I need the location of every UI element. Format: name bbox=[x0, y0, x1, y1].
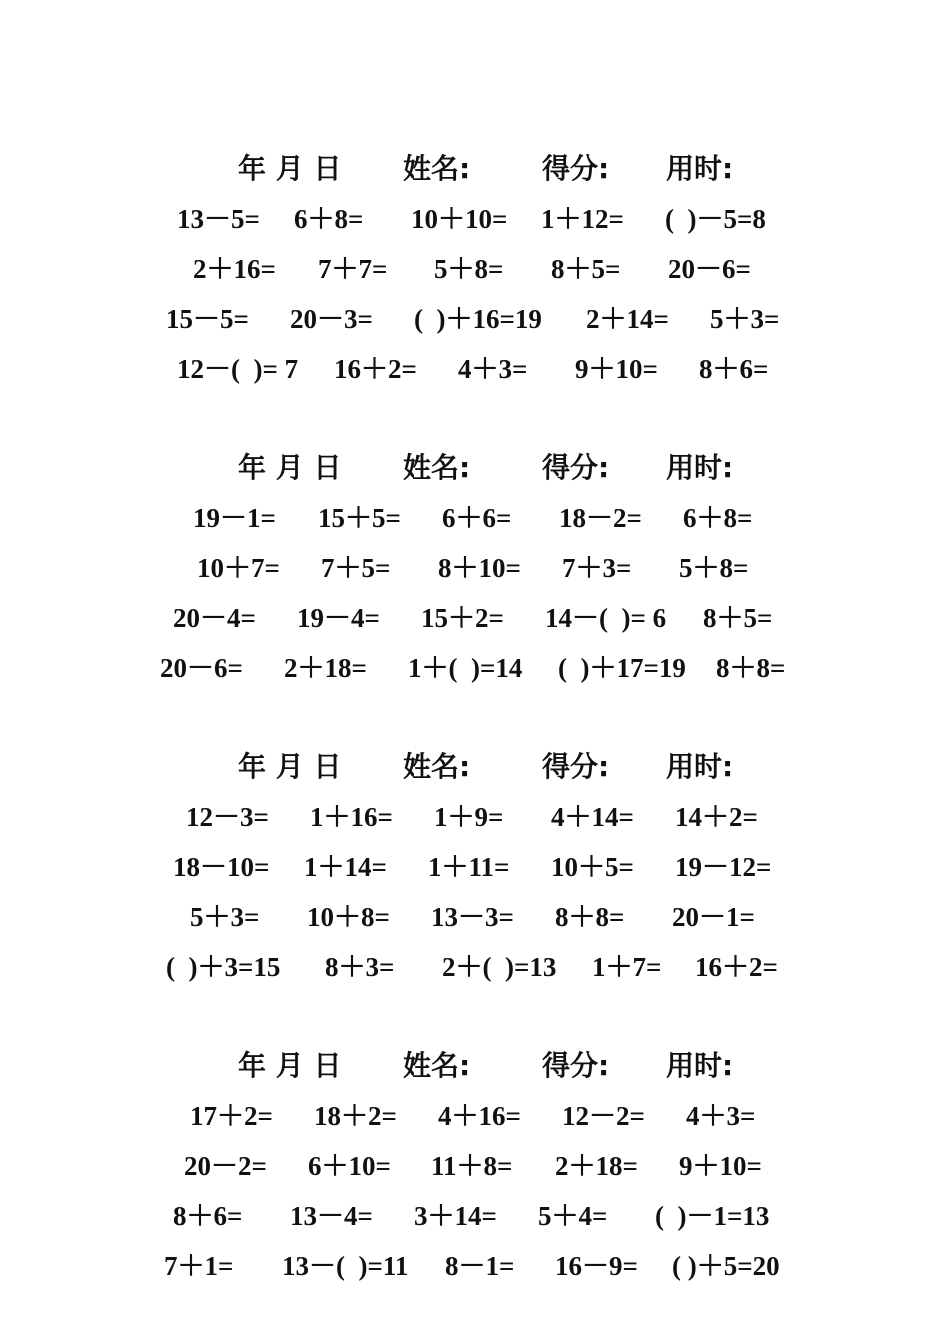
problem: 2＋16= bbox=[193, 254, 276, 284]
date-label: 年 月 日 bbox=[238, 451, 342, 484]
problem: 6＋10= bbox=[308, 1151, 391, 1181]
problem: ( )－1=13 bbox=[655, 1201, 770, 1231]
problem: 5＋3= bbox=[710, 304, 780, 334]
worksheet-header bbox=[0, 742, 950, 792]
score-label: 得分: bbox=[542, 152, 610, 185]
problem: 19－1= bbox=[193, 503, 276, 533]
problem: 5＋4= bbox=[538, 1201, 608, 1231]
problem-row bbox=[0, 792, 950, 842]
problem: 8＋6= bbox=[699, 354, 769, 384]
problem: 8＋10= bbox=[438, 553, 521, 583]
worksheet-2 bbox=[0, 443, 950, 693]
problem: 5＋8= bbox=[679, 553, 749, 583]
problem: 2＋( )=13 bbox=[442, 952, 557, 982]
problem: 2＋18= bbox=[284, 653, 367, 683]
problem: 10＋8= bbox=[307, 902, 390, 932]
date-label: 年 月 日 bbox=[238, 1049, 342, 1082]
problem: 8＋3= bbox=[325, 952, 395, 982]
problem: 7＋1= bbox=[164, 1251, 234, 1281]
problem: 7＋3= bbox=[562, 553, 632, 583]
worksheet-header bbox=[0, 1041, 950, 1091]
problem: 8＋6= bbox=[173, 1201, 243, 1231]
problem: 7＋7= bbox=[318, 254, 388, 284]
time-label: 用时: bbox=[666, 451, 734, 484]
date-label: 年 月 日 bbox=[238, 750, 342, 783]
problem: 1＋( )=14 bbox=[408, 653, 523, 683]
problem: 11＋8= bbox=[431, 1151, 513, 1181]
problem: 10＋10= bbox=[411, 204, 508, 234]
problem-row bbox=[0, 892, 950, 942]
problem: 5＋3= bbox=[190, 902, 260, 932]
problem: 4＋3= bbox=[686, 1101, 756, 1131]
problem: 15＋5= bbox=[318, 503, 401, 533]
worksheet-header bbox=[0, 443, 950, 493]
name-label: 姓名: bbox=[403, 451, 471, 484]
problem: 20－4= bbox=[173, 603, 256, 633]
problem: 1＋11= bbox=[428, 852, 510, 882]
problem-row bbox=[0, 942, 950, 992]
worksheet-header bbox=[0, 144, 950, 194]
problem-row bbox=[0, 1141, 950, 1191]
problem: 6＋6= bbox=[442, 503, 512, 533]
problem: 4＋14= bbox=[551, 802, 634, 832]
problem: 18－10= bbox=[173, 852, 270, 882]
time-label: 用时: bbox=[666, 152, 734, 185]
problem: 2＋14= bbox=[586, 304, 669, 334]
problem-row bbox=[0, 1091, 950, 1141]
problem: 13－3= bbox=[431, 902, 514, 932]
problem: 6＋8= bbox=[683, 503, 753, 533]
problem-row bbox=[0, 593, 950, 643]
problem: ( )－5=8 bbox=[665, 204, 766, 234]
problem-row bbox=[0, 543, 950, 593]
problem: 9＋10= bbox=[575, 354, 658, 384]
time-label: 用时: bbox=[666, 1049, 734, 1082]
problem: 16＋2= bbox=[334, 354, 417, 384]
name-label: 姓名: bbox=[403, 152, 471, 185]
problem: 8＋5= bbox=[703, 603, 773, 633]
problem: 13－4= bbox=[290, 1201, 373, 1231]
problem: 13－5= bbox=[177, 204, 260, 234]
problem: 9＋10= bbox=[679, 1151, 762, 1181]
worksheet-1 bbox=[0, 144, 950, 394]
problem-row bbox=[0, 344, 950, 394]
problem: 14－( )= 6 bbox=[545, 603, 667, 633]
problem: ( )＋3=15 bbox=[166, 952, 281, 982]
worksheet-4 bbox=[0, 1041, 950, 1291]
problem: 16＋2= bbox=[695, 952, 778, 982]
problem: ( )＋17=19 bbox=[558, 653, 686, 683]
name-label: 姓名: bbox=[403, 750, 471, 783]
problem: 1＋7= bbox=[592, 952, 662, 982]
problem: 2＋18= bbox=[555, 1151, 638, 1181]
problem: 16－9= bbox=[555, 1251, 638, 1281]
problem: 12－2= bbox=[562, 1101, 645, 1131]
problem: 20－1= bbox=[672, 902, 755, 932]
problem: 4＋16= bbox=[438, 1101, 521, 1131]
problem: 8＋8= bbox=[555, 902, 625, 932]
problem: 10＋5= bbox=[551, 852, 634, 882]
problem: 1＋9= bbox=[434, 802, 504, 832]
problem: 20－2= bbox=[184, 1151, 267, 1181]
score-label: 得分: bbox=[542, 1049, 610, 1082]
problem: 1＋14= bbox=[304, 852, 387, 882]
problem: 13－( )=11 bbox=[282, 1251, 409, 1281]
problem-row bbox=[0, 1241, 950, 1291]
problem-row bbox=[0, 294, 950, 344]
problem: 3＋14= bbox=[414, 1201, 497, 1231]
problem: 1＋12= bbox=[541, 204, 624, 234]
problem: ( )＋16=19 bbox=[414, 304, 542, 334]
problem: 20－6= bbox=[160, 653, 243, 683]
time-label: 用时: bbox=[666, 750, 734, 783]
problem: 1＋16= bbox=[310, 802, 393, 832]
problem: 7＋5= bbox=[321, 553, 391, 583]
problem: 17＋2= bbox=[190, 1101, 273, 1131]
problem-row bbox=[0, 842, 950, 892]
problem: 10＋7= bbox=[197, 553, 280, 583]
score-label: 得分: bbox=[542, 750, 610, 783]
problem: 12－( )= 7 bbox=[177, 354, 299, 384]
problem-row bbox=[0, 643, 950, 693]
problem-row bbox=[0, 493, 950, 543]
problem: 8＋8= bbox=[716, 653, 786, 683]
problem: 18－2= bbox=[559, 503, 642, 533]
problem: 19－4= bbox=[297, 603, 380, 633]
problem: 20－6= bbox=[668, 254, 751, 284]
problem-row bbox=[0, 244, 950, 294]
name-label: 姓名: bbox=[403, 1049, 471, 1082]
problem: 15＋2= bbox=[421, 603, 504, 633]
problem-row bbox=[0, 194, 950, 244]
problem: ( )＋5=20 bbox=[672, 1251, 780, 1281]
problem: 5＋8= bbox=[434, 254, 504, 284]
date-label: 年 月 日 bbox=[238, 152, 342, 185]
problem: 4＋3= bbox=[458, 354, 528, 384]
problem: 14＋2= bbox=[675, 802, 758, 832]
problem: 19－12= bbox=[675, 852, 772, 882]
problem: 6＋8= bbox=[294, 204, 364, 234]
problem: 8－1= bbox=[445, 1251, 515, 1281]
problem: 20－3= bbox=[290, 304, 373, 334]
problem-row bbox=[0, 1191, 950, 1241]
problem: 12－3= bbox=[186, 802, 269, 832]
worksheet-3 bbox=[0, 742, 950, 992]
score-label: 得分: bbox=[542, 451, 610, 484]
problem: 8＋5= bbox=[551, 254, 621, 284]
problem: 15－5= bbox=[166, 304, 249, 334]
problem: 18＋2= bbox=[314, 1101, 397, 1131]
